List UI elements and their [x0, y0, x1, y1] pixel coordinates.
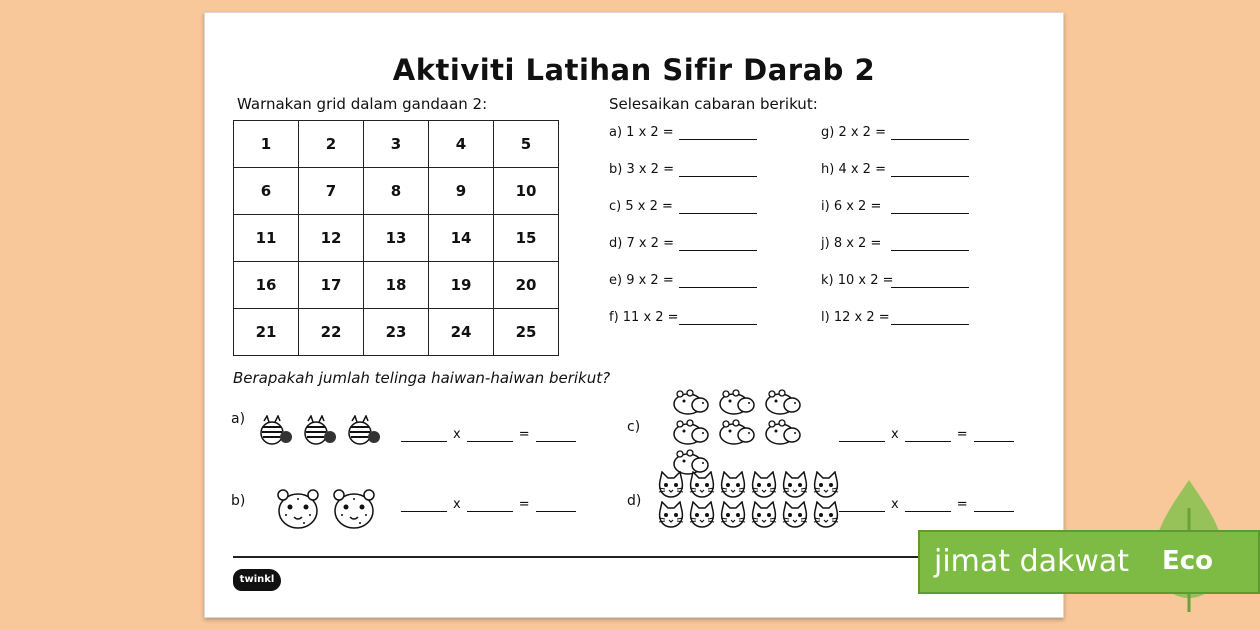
cat-icon — [656, 501, 681, 531]
twinkl-logo: twinkl — [233, 569, 281, 591]
problem-item — [609, 125, 674, 140]
problem-text: k) 10 x 2 = — [821, 273, 894, 288]
number-grid — [233, 120, 559, 356]
problem-item — [821, 273, 894, 288]
ears-label-c: c) — [627, 419, 641, 435]
grid-cell[interactable]: 23 — [364, 309, 429, 356]
answer-blank[interactable] — [679, 287, 757, 288]
problem-text: h) 4 x 2 = — [821, 162, 886, 177]
cat-icon — [811, 501, 836, 531]
problem-item — [609, 162, 674, 177]
grid-cell[interactable]: 8 — [364, 168, 429, 215]
ears-label-b: b) — [231, 493, 246, 509]
answer-blank[interactable] — [891, 139, 969, 140]
zebra-icon — [346, 415, 384, 449]
hippo-icon — [670, 419, 710, 449]
page-title: Aktiviti Latihan Sifir Darab 2 — [392, 53, 876, 87]
grid-instruction: Warnakan grid dalam gandaan 2: — [237, 95, 488, 113]
answer-blank[interactable] — [679, 250, 757, 251]
answer-blank[interactable] — [891, 287, 969, 288]
problem-text: b) 3 x 2 = — [609, 162, 674, 177]
grid-row — [234, 168, 559, 215]
cat-icon — [780, 501, 805, 531]
problem-text: l) 12 x 2 = — [821, 310, 890, 325]
problem-item — [821, 125, 886, 140]
problem-text: c) 5 x 2 = — [609, 199, 673, 214]
problem-text: i) 6 x 2 = — [821, 199, 882, 214]
answer-blank[interactable] — [891, 213, 969, 214]
ears-equation-b[interactable]: x = — [401, 497, 576, 512]
grid-row — [234, 309, 559, 356]
answer-blank[interactable] — [891, 324, 969, 325]
grid-cell[interactable]: 4 — [429, 121, 494, 168]
zebra-group — [255, 415, 395, 449]
cheetah-group — [271, 487, 391, 533]
problem-item — [609, 199, 673, 214]
ears-label-d: d) — [627, 493, 642, 509]
answer-blank[interactable] — [891, 250, 969, 251]
grid-cell[interactable]: 18 — [364, 262, 429, 309]
cheetah-icon — [330, 487, 380, 533]
footer-divider — [233, 556, 933, 558]
zebra-icon — [302, 415, 340, 449]
problem-item — [821, 236, 881, 251]
answer-blank[interactable] — [679, 176, 757, 177]
eco-banner — [918, 530, 1260, 594]
cheetah-icon — [274, 487, 324, 533]
cat-icon — [780, 471, 805, 501]
problem-item — [609, 273, 674, 288]
ears-label-a: a) — [231, 411, 246, 427]
cat-icon — [749, 501, 774, 531]
grid-cell[interactable]: 14 — [429, 215, 494, 262]
cat-icon — [718, 501, 743, 531]
grid-cell[interactable]: 1 — [234, 121, 299, 168]
problem-text: f) 11 x 2 = — [609, 310, 679, 325]
cat-icon — [749, 471, 774, 501]
grid-cell[interactable]: 10 — [494, 168, 559, 215]
zebra-icon — [258, 415, 296, 449]
grid-row — [234, 215, 559, 262]
ears-equation-a[interactable]: x = — [401, 427, 576, 442]
hippo-icon — [762, 389, 802, 419]
grid-cell[interactable]: 20 — [494, 262, 559, 309]
grid-cell[interactable]: 13 — [364, 215, 429, 262]
grid-cell[interactable]: 3 — [364, 121, 429, 168]
answer-blank[interactable] — [891, 176, 969, 177]
grid-cell[interactable]: 2 — [299, 121, 364, 168]
grid-cell[interactable]: 17 — [299, 262, 364, 309]
problem-item — [821, 162, 886, 177]
grid-row — [234, 262, 559, 309]
grid-cell[interactable]: 24 — [429, 309, 494, 356]
grid-cell[interactable]: 11 — [234, 215, 299, 262]
worksheet — [204, 12, 1064, 618]
ears-question: Berapakah jumlah telinga haiwan-haiwan berikut? — [233, 369, 611, 387]
cat-icon — [718, 471, 743, 501]
grid-cell[interactable]: 21 — [234, 309, 299, 356]
answer-blank[interactable] — [679, 324, 757, 325]
problem-text: j) 8 x 2 = — [821, 236, 882, 251]
hippo-icon — [716, 419, 756, 449]
grid-cell[interactable]: 25 — [494, 309, 559, 356]
eco-text: jimat dakwat — [934, 544, 1130, 579]
hippo-icon — [762, 419, 802, 449]
cat-icon — [656, 471, 681, 501]
grid-cell[interactable]: 7 — [299, 168, 364, 215]
grid-cell[interactable]: 6 — [234, 168, 299, 215]
cat-icon — [811, 471, 836, 501]
problem-text: a) 1 x 2 = — [609, 125, 674, 140]
grid-row — [234, 121, 559, 168]
grid-cell[interactable]: 15 — [494, 215, 559, 262]
grid-cell[interactable]: 9 — [429, 168, 494, 215]
grid-cell[interactable]: 16 — [234, 262, 299, 309]
problem-item — [821, 199, 881, 214]
problem-item — [609, 236, 674, 251]
problem-item — [609, 310, 679, 325]
grid-cell[interactable]: 19 — [429, 262, 494, 309]
cat-icon — [687, 471, 712, 501]
problem-text: d) 7 x 2 = — [609, 236, 674, 251]
problem-item — [821, 310, 890, 325]
cat-icon — [687, 501, 712, 531]
hippo-group — [667, 389, 817, 479]
eco-badge: Eco — [1162, 546, 1214, 576]
answer-blank[interactable] — [679, 213, 757, 214]
grid-cell[interactable]: 5 — [494, 121, 559, 168]
ears-equation-c[interactable]: x = — [839, 427, 1014, 442]
answer-blank[interactable] — [679, 139, 757, 140]
hippo-icon — [670, 389, 710, 419]
problem-text: g) 2 x 2 = — [821, 125, 886, 140]
problem-text: e) 9 x 2 = — [609, 273, 674, 288]
challenge-instruction: Selesaikan cabaran berikut: — [609, 95, 818, 113]
ears-equation-d[interactable]: x = — [839, 497, 1014, 512]
hippo-icon — [716, 389, 756, 419]
grid-cell[interactable]: 22 — [299, 309, 364, 356]
cat-group — [653, 471, 843, 531]
grid-cell[interactable]: 12 — [299, 215, 364, 262]
